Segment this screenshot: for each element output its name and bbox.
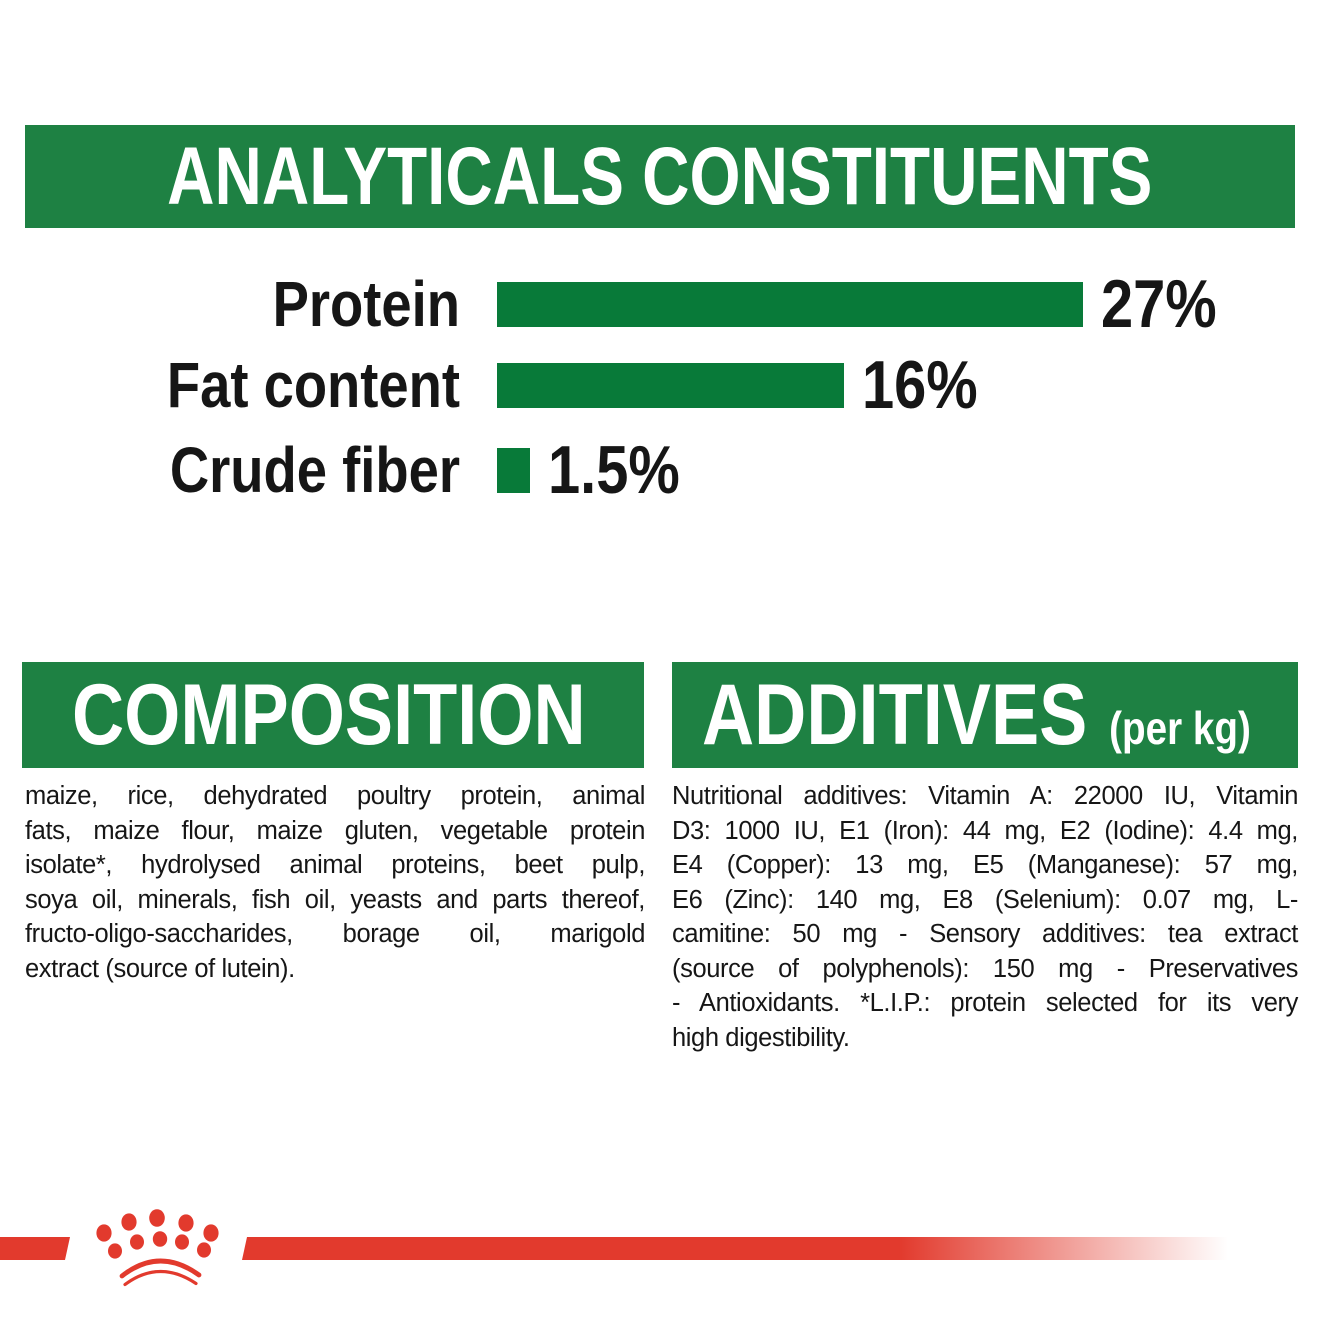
bar-crude-fiber [497, 448, 530, 493]
composition-text [25, 779, 645, 986]
text-line: E4 (Copper): 13 mg, E5 (Manganese): 57 mg, [672, 851, 1298, 879]
bar-label-fat-content: Fat content [166, 349, 460, 421]
bar-label-crude-fiber: Crude fiber [169, 434, 461, 506]
text-line: isolate*, hydrolysed animal proteins, beet pulp, [25, 851, 645, 879]
bar-protein [497, 282, 1083, 327]
bar-fat-content [497, 363, 844, 408]
analytical-constituents-title: ANALYTICALS CONSTITUENTS [167, 130, 1153, 222]
additives-title: ADDITIVES [702, 667, 1088, 763]
bar-value-fat-content: 16% [862, 347, 978, 423]
red-stripe-left [0, 1237, 70, 1260]
text-line: Nutritional additives: Vitamin A: 22000 IU, Vitamin [672, 782, 1298, 810]
composition-title: COMPOSITION [72, 667, 586, 763]
additives-text [672, 779, 1298, 1055]
crown-dots [96, 1209, 218, 1258]
additives-header [672, 662, 1298, 768]
red-stripe-right [242, 1237, 1238, 1260]
text-line: E6 (Zinc): 140 mg, E8 (Selenium): 0.07 mg, L- [672, 885, 1298, 914]
text-line: - Antioxidants. *L.I.P.: protein selected for its very [672, 989, 1298, 1017]
text-line: soya oil, minerals, fish oil, yeasts and parts thereof, [25, 885, 645, 914]
text-line: maize, rice, dehydrated poultry protein, animal [25, 782, 645, 810]
text-line: fructo-oligo-saccharides, borage oil, marigold [25, 920, 645, 948]
bar-value-protein: 27% [1101, 266, 1217, 342]
text-line: extract (source of lutein). [25, 954, 295, 983]
crown-base-arcs [122, 1261, 199, 1285]
bar-label-protein: Protein [272, 268, 460, 340]
text-line: D3: 1000 IU, E1 (Iron): 44 mg, E2 (Iodine): 4.4 mg, [672, 816, 1298, 845]
additives-title-group [702, 667, 1251, 763]
text-line: camitine: 50 mg - Sensory additives: tea extract [672, 920, 1298, 948]
text-line: high digestibility. [672, 1023, 850, 1052]
additives-per-kg-label: (per kg) [1109, 702, 1251, 754]
text-line: fats, maize flour, maize gluten, vegetable protein [25, 816, 645, 845]
analytical-bar-chart [0, 0, 1320, 560]
text-line: (source of polyphenols): 150 mg - Preservatives [672, 954, 1298, 983]
royal-canin-crown-icon [75, 1200, 245, 1310]
bar-value-crude-fiber: 1.5% [548, 432, 680, 508]
composition-header [22, 662, 644, 768]
